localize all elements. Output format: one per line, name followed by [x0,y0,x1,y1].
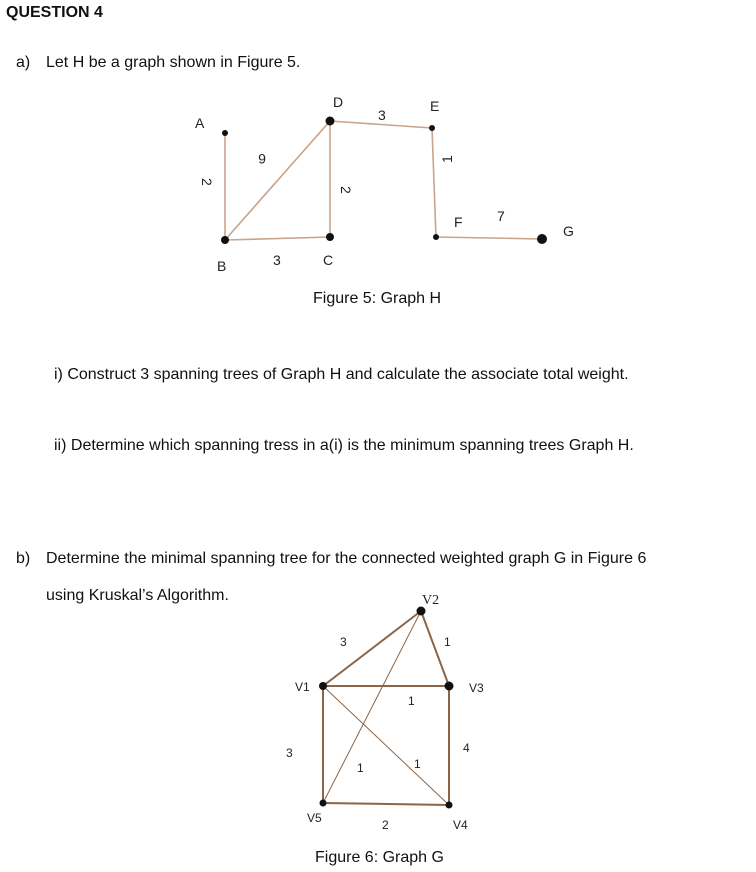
edge-v2-v5 [323,611,421,803]
vertex-label-g: G [563,223,574,239]
vertex-label-v3: V3 [469,681,484,695]
graph-g-weights [286,635,470,832]
weight-v1-v2: 3 [340,635,347,649]
weight-v3-v4: 4 [463,741,470,755]
edge-v5-v4 [323,803,449,805]
part-a-marker: a) [16,54,31,71]
weight-v2-v5: 1 [357,761,364,775]
question-title: QUESTION 4 [6,4,103,21]
part-a-sub-ii: ii) Determine which spanning tress in a(i) is the minimum spanning trees Graph H. [54,437,634,454]
weight-v1-v5: 3 [286,746,293,760]
weight-b-d: 6 [258,151,266,167]
weight-f-g: 7 [497,208,505,224]
weight-a-b: 2 [199,178,215,186]
vertex-v5 [320,800,327,807]
vertex-v4 [446,802,453,809]
vertex-label-a: A [195,115,205,131]
part-a-sub-i: i) Construct 3 spanning trees of Graph H and calculate the associate total weight. [54,366,629,383]
part-b-marker: b) [16,550,31,567]
part-a-prompt: Let H be a graph shown in Figure 5. [46,54,301,71]
vertex-label-v1: V1 [295,680,310,694]
part-b-prompt-line2: using Kruskal’s Algorithm. [46,587,229,604]
vertex-v1 [319,682,327,690]
vertex-label-c: C [323,252,334,268]
weight-d-e: 3 [378,107,386,123]
vertex-label-v2: V2 [422,593,440,608]
weight-e-f: 1 [439,155,455,163]
weight-v1-v4: 1 [414,757,421,771]
vertex-label-v5: V5 [307,811,322,825]
edge-v1-v2 [323,611,421,686]
vertex-v3 [445,682,454,691]
vertex-label-v4: V4 [453,818,468,832]
vertex-label-e: E [430,98,440,114]
edge-v1-v4 [323,686,449,805]
weight-v2-v3: 1 [444,635,451,649]
vertex-label-d: D [333,94,344,110]
figure-6-caption: Figure 6: Graph G [315,849,444,866]
vertex-label-f: F [454,214,463,230]
weight-v5-v4: 2 [382,818,389,832]
part-b-prompt-line1: Determine the minimal spanning tree for the connected weighted graph G in Figure 6 [46,550,647,567]
weight-v1-v3: 1 [408,694,415,708]
vertex-label-b: B [217,258,227,274]
weight-c-d: 2 [338,186,354,194]
figure-5-caption: Figure 5: Graph H [313,290,442,307]
weight-b-c: 3 [273,252,281,268]
